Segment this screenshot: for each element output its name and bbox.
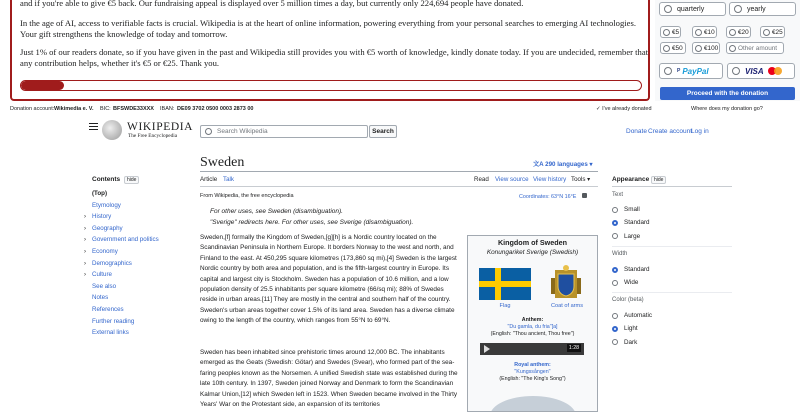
- coat-of-arms-image[interactable]: [551, 264, 581, 302]
- radio-icon: [612, 267, 618, 273]
- amount-25[interactable]: €25: [760, 26, 785, 38]
- toc-item[interactable]: [84, 271, 159, 283]
- iban-value: DE09 3702 0500 0003 2873 00: [177, 106, 254, 112]
- anthem-block: [468, 317, 597, 338]
- toc-item-label: Economy: [92, 247, 118, 255]
- card-button[interactable]: VISA: [727, 63, 795, 79]
- flag-caption[interactable]: Flag: [499, 303, 511, 309]
- translate-icon: 文A: [533, 161, 546, 168]
- toc-item[interactable]: [84, 329, 159, 341]
- radio-icon: [729, 29, 736, 36]
- audio-player[interactable]: [480, 343, 584, 355]
- search-icon: [205, 128, 212, 135]
- flag-image[interactable]: [479, 268, 531, 300]
- login-link[interactable]: Log in: [691, 128, 709, 135]
- toc-item[interactable]: [84, 294, 159, 306]
- color-option-label: Automatic: [624, 312, 652, 319]
- toc-item-label: References: [92, 305, 124, 313]
- radio-icon: [663, 29, 670, 36]
- frequency-quarterly[interactable]: quarterly: [659, 2, 726, 16]
- paypal-icon: P: [677, 68, 681, 74]
- donation-account-name: Wikimedia e. V.: [54, 106, 94, 112]
- amount-100[interactable]: €100: [692, 42, 720, 54]
- text-option-standard[interactable]: [612, 219, 650, 226]
- chevron-right-icon[interactable]: ›: [84, 248, 86, 255]
- radio-icon: [612, 220, 618, 226]
- amount-5[interactable]: €5: [660, 26, 681, 38]
- donation-banner: [0, 0, 800, 117]
- toc-item[interactable]: [84, 213, 159, 225]
- toc-title: Contents: [92, 176, 121, 183]
- toc-item[interactable]: [84, 236, 159, 248]
- toc-item-label: Demographics: [92, 259, 132, 267]
- radio-icon: [664, 67, 672, 75]
- amount-20[interactable]: €20: [726, 26, 751, 38]
- toc-item[interactable]: [84, 248, 159, 260]
- wikipedia-globe-icon[interactable]: [102, 120, 122, 140]
- width-option-label: Standard: [624, 266, 650, 273]
- toc-item-label: Geography: [92, 224, 123, 232]
- chevron-right-icon[interactable]: ›: [84, 272, 86, 279]
- create-account-link[interactable]: Create account: [648, 128, 693, 135]
- radio-icon: [695, 29, 702, 36]
- frequency-yearly[interactable]: yearly: [729, 2, 796, 16]
- tab-article[interactable]: Article: [200, 176, 218, 183]
- width-option-wide[interactable]: [612, 279, 638, 286]
- toc-hide-button[interactable]: hide: [124, 176, 139, 184]
- bic-value: BFSWDE33XXX: [113, 106, 154, 112]
- toc-item[interactable]: [84, 260, 159, 272]
- amount-50[interactable]: €50: [660, 42, 686, 54]
- toc-item[interactable]: [84, 202, 159, 214]
- lead-paragraph-2: Sweden has been inhabited since prehistoric times around 12,000 BC. The inhabitants emerged as the Geats (Swedish: Götar) and Swedes (Svear), who formed part of the sea-faring peoples known as the Norsemen. A unified Swedish state was established during the late 10th century. In 1397, Sweden joined Norway and Denmark to form the Scandinavian Kalmar Union,[12] which Sweden left in 1523. When Sweden became involved in the Thirty Years' War on the Protestant side, an expansion of its territories: [200, 349, 458, 409]
- appeal-paragraph-2: In the age of AI, access to verifiable facts is crucial. Wikipedia is at the heart of online information, powering everything from your personal searches to emerging AI technologies. Your gift strengthens the knowledge of today and tomorrow.: [20, 18, 636, 39]
- text-option-label: Standard: [624, 219, 650, 227]
- anthem-label: Anthem:: [521, 317, 544, 323]
- color-option-label: Light: [624, 325, 638, 333]
- radio-icon: [734, 5, 742, 13]
- text-option-small[interactable]: [612, 206, 640, 213]
- iban-label: IBAN:: [160, 106, 175, 112]
- other-amount-input[interactable]: Other amount: [726, 42, 784, 54]
- donation-account-label: Donation account:: [10, 106, 55, 112]
- radio-icon: [729, 45, 736, 52]
- toc-item-label: Etymology: [92, 201, 121, 209]
- appearance-separator: [612, 292, 732, 293]
- search-input[interactable]: Search Wikipedia: [200, 125, 368, 138]
- royal-anthem-english: (English: "The King's Song"): [499, 376, 566, 382]
- royal-anthem-label[interactable]: Royal anthem:: [514, 362, 551, 368]
- appeal-paragraph-3: Just 1% of our readers donate, so if you have given in the past and Wikipedia still provides you with €5 worth of knowledge, kindly donate today. If you are undecided, remember that any contribution helps, whether it's €5 or €25. Thank you.: [20, 47, 649, 68]
- text-option-label: Small: [624, 206, 640, 213]
- tab-talk[interactable]: Talk: [223, 176, 235, 183]
- chevron-down-icon: ▾: [587, 161, 593, 168]
- donation-progress-fill: [21, 81, 64, 90]
- color-option-label: Dark: [624, 338, 638, 346]
- toc-item[interactable]: [84, 225, 159, 237]
- languages-button[interactable]: 文A 290 languages ▾: [533, 161, 593, 168]
- radio-icon: [763, 29, 770, 36]
- lead-paragraph-1: Sweden,[f] formally the Kingdom of Sweden,[g][h] is a Nordic country located on the Scandinavian Peninsula in Northern Europe. It borders Norway to the west and north, and Finland to the east. At 450,295 square kilometres (173,860 sq mi),[4] Sweden is the largest Nordic country by both area and population, and is the fifth-largest country in Europe. Its capital and largest city is Stockholm. Sweden has a population of 10.6 million, and a low population density of 25.5 inhabitants per square kilometre (66/sq mi); 88% of Swedes reside in urban areas.[11] They are mostly in the central and southern half of the country. Sweden's urban areas together cover 1.5% of its land area. Sweden has a diverse climate owing to the length of the country, which ranges from 55°N to 69°N.: [200, 234, 457, 325]
- tab-read[interactable]: Read: [474, 176, 489, 183]
- toc-item-label: See also: [92, 282, 117, 290]
- toc-item-label: Notes: [92, 294, 109, 302]
- toc-item[interactable]: [84, 283, 159, 295]
- where-donation-link[interactable]: Where does my donation go?: [691, 106, 763, 112]
- radio-icon: [663, 45, 670, 52]
- hatnote-sverige: "Sverige" redirects here. For other uses, see Sverige (disambiguation).: [210, 219, 414, 226]
- donation-form: [655, 0, 800, 101]
- appearance-title: Appearance: [612, 176, 650, 183]
- proceed-donation-button[interactable]: Proceed with the donation: [660, 87, 795, 100]
- radio-icon: [612, 313, 618, 319]
- appearance-hide-button[interactable]: hide: [651, 176, 666, 184]
- tabs-divider: [200, 186, 598, 187]
- width-option-standard[interactable]: [612, 266, 650, 273]
- anthem-english: (English: "Thou ancient, Thou free"): [490, 331, 575, 337]
- infobox: [467, 235, 598, 412]
- text-size-label: Text: [612, 192, 624, 198]
- royal-anthem-name[interactable]: "Kungssången": [514, 369, 551, 375]
- banner-footer: [0, 104, 800, 116]
- toc-list: [84, 190, 159, 341]
- toc-item[interactable]: [84, 318, 159, 330]
- width-label: Width: [612, 251, 628, 257]
- infobox-title: Kingdom of Sweden: [497, 238, 568, 247]
- search-button[interactable]: Search: [369, 125, 397, 138]
- tab-view-history[interactable]: View history: [533, 176, 567, 183]
- appeal-paragraph-1: and if you're able to give €5 back. Our fundraising appeal is displayed over 5 million times a day, but currently only 224,694 people have donated.: [20, 0, 524, 8]
- chevron-right-icon[interactable]: ›: [84, 225, 86, 232]
- tools-menu[interactable]: Tools ▾: [571, 176, 591, 183]
- anthem-name[interactable]: "Du gamla, du fria"[a]: [507, 324, 558, 330]
- donation-progress-bar: [20, 80, 642, 91]
- toc-item-label: Culture: [92, 271, 112, 279]
- wikipedia-wordmark[interactable]: WIKIPEDIA: [127, 121, 194, 133]
- page-title: Sweden: [200, 155, 245, 170]
- color-label: Color (beta): [612, 297, 644, 303]
- radio-icon: [612, 233, 618, 239]
- coat-of-arms-caption[interactable]: Coat of arms: [550, 303, 584, 309]
- donation-appeal-box: [10, 0, 650, 101]
- play-icon[interactable]: [484, 345, 490, 353]
- radio-icon: [695, 45, 702, 52]
- paypal-button[interactable]: P PayPal: [659, 63, 723, 79]
- coordinates-link[interactable]: Coordinates: 63°N 16°E: [519, 193, 587, 200]
- infobox-native-name: Konungariket Sverige (Swedish): [486, 249, 579, 256]
- toc-item[interactable]: [84, 190, 159, 202]
- tab-view-source[interactable]: View source: [495, 176, 529, 183]
- amount-10[interactable]: €10: [692, 26, 717, 38]
- text-option-label: Large: [624, 232, 641, 240]
- radio-icon: [732, 67, 740, 75]
- color-option-light[interactable]: [612, 325, 638, 332]
- hatnote-disambiguation: For other uses, see Sweden (disambiguation).: [210, 208, 343, 215]
- chevron-right-icon[interactable]: ›: [84, 214, 86, 221]
- radio-icon: [612, 280, 618, 286]
- toc-item-label: History: [92, 213, 112, 221]
- color-option-dark[interactable]: [612, 339, 637, 346]
- royal-anthem-block: [468, 362, 597, 383]
- lock-icon: [582, 193, 587, 198]
- text-option-large[interactable]: [612, 233, 640, 240]
- bic-label: BIC:: [100, 106, 111, 112]
- toc-item-label: External links: [92, 329, 129, 337]
- chevron-down-icon: ▾: [585, 176, 591, 183]
- toc-item-label: Further reading: [92, 317, 135, 325]
- mastercard-icon: [768, 67, 782, 75]
- audio-duration: 1:28: [568, 345, 579, 351]
- toc-item[interactable]: [84, 306, 159, 318]
- chevron-right-icon[interactable]: ›: [84, 237, 86, 244]
- radio-icon: [612, 339, 618, 345]
- already-donated-link[interactable]: ✓ I've already donated: [596, 106, 652, 112]
- from-wikipedia-note: From Wikipedia, the free encyclopedia: [200, 193, 294, 199]
- radio-icon: [612, 326, 618, 332]
- chevron-right-icon[interactable]: ›: [84, 260, 86, 267]
- toc-item-label: Government and politics: [92, 236, 159, 244]
- toc-item-label: (Top): [92, 190, 107, 197]
- color-option-automatic[interactable]: [612, 312, 652, 319]
- wikipedia-tagline: The Free Encyclopedia: [128, 133, 178, 139]
- width-option-label: Wide: [624, 279, 639, 287]
- donate-link[interactable]: Donate: [626, 128, 647, 135]
- location-map-image[interactable]: [490, 396, 576, 412]
- main-menu-icon[interactable]: [89, 123, 98, 132]
- radio-icon: [664, 5, 672, 13]
- appearance-divider: [612, 186, 732, 187]
- title-divider: [200, 171, 598, 172]
- radio-icon: [612, 207, 618, 213]
- appearance-separator: [612, 246, 732, 247]
